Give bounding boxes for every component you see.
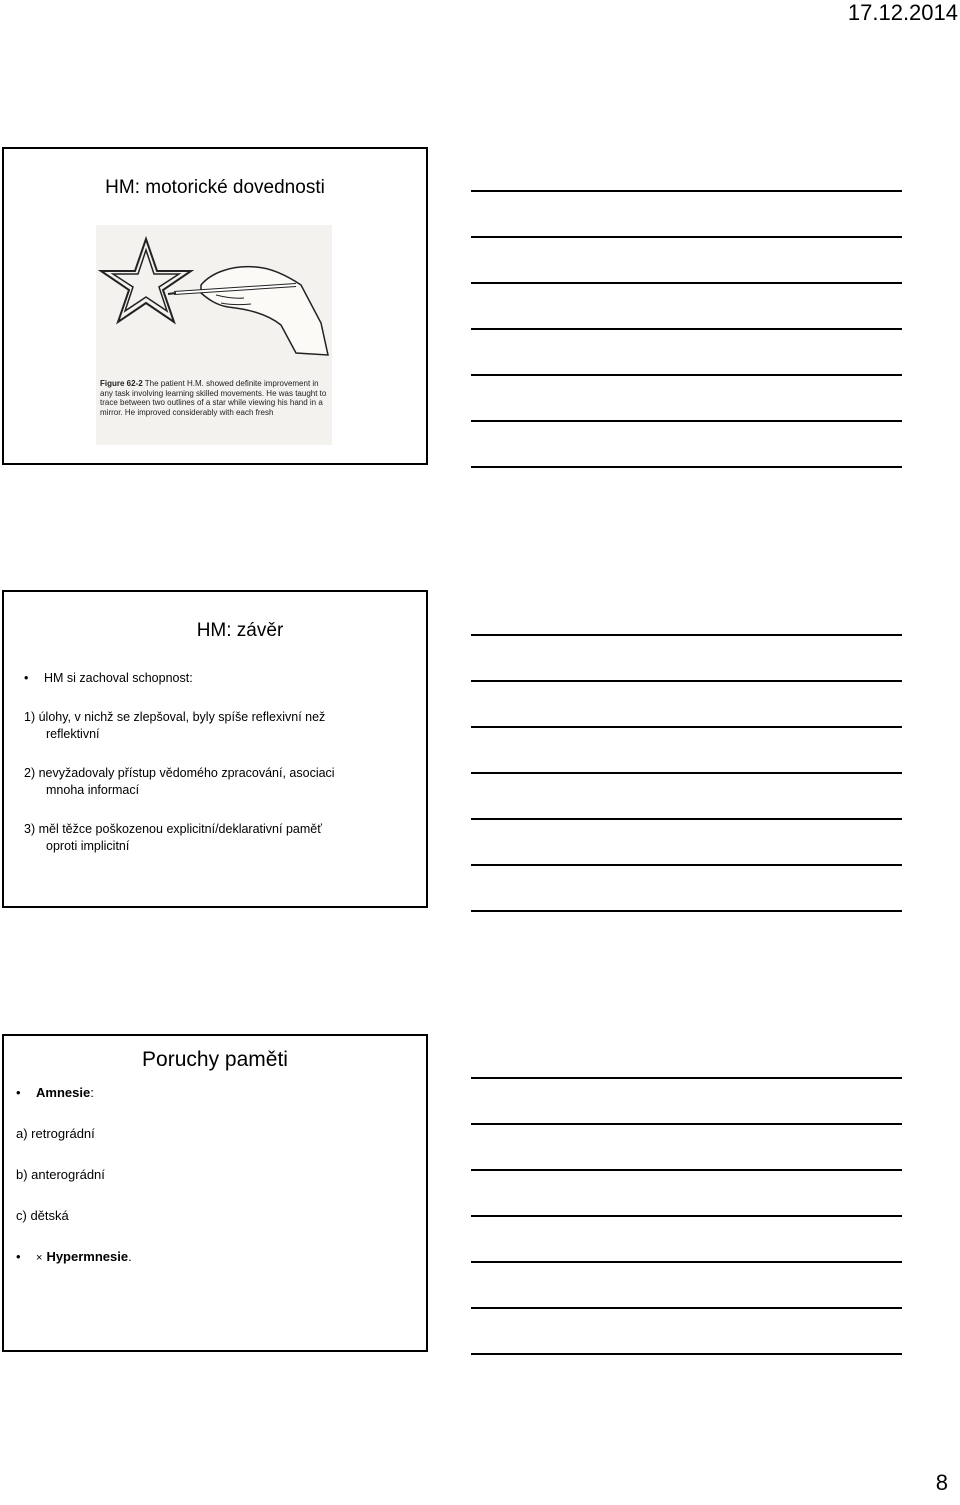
item-1-line-1: 1) úlohy, v nichž se zlepšoval, byly spíše reflexivní než: [24, 710, 326, 724]
amnesia-term: Amnesie: [36, 1085, 91, 1100]
hand-star-drawing: [96, 225, 332, 375]
bullet-icon: •: [24, 671, 29, 685]
note-line: [471, 634, 902, 636]
slide-title: Poruchy paměti: [142, 1048, 288, 1071]
note-line: [471, 1353, 902, 1355]
hypermnesia-period: .: [128, 1249, 132, 1264]
slide-hm-conclusion: [2, 590, 428, 908]
bullet-hypermnesia: [16, 1248, 416, 1267]
slide-memory-disorders: [2, 1034, 428, 1352]
note-line: [471, 190, 902, 192]
item-3-line-2: oproti implicitní: [46, 839, 130, 853]
figure-caption: [100, 379, 328, 417]
bullet-icon: •: [16, 1085, 21, 1100]
page-number: 8: [935, 1470, 948, 1495]
note-line: [471, 910, 902, 912]
note-line: [471, 282, 902, 284]
bullet-icon: •: [16, 1249, 21, 1264]
item-b: b) anterográdní: [16, 1167, 105, 1182]
note-line: [471, 772, 902, 774]
item-1: [24, 709, 414, 726]
item-2-line-1: 2) nevyžadovaly přístup vědomého zpracování, asociaci: [24, 766, 335, 780]
note-line: [471, 466, 902, 468]
note-line: [471, 1169, 902, 1171]
slide-body: [24, 670, 414, 855]
item-a: a) retrográdní: [16, 1126, 95, 1141]
item-3-continued: [24, 838, 414, 855]
caption-text: The patient H.M. showed definite improvement in any task involving learning skilled movements. He was taught to trace between two outlines of a star while viewing his hand in a mirror. He improved considerably with each fresh: [100, 379, 327, 417]
note-line: [471, 864, 902, 866]
note-line: [471, 680, 902, 682]
item-2-continued: [24, 782, 414, 799]
star-tracing-figure: [96, 225, 332, 445]
note-line: [471, 374, 902, 376]
note-line: [471, 328, 902, 330]
item-3-line-1: 3) měl těžce poškozenou explicitní/deklarativní paměť: [24, 822, 322, 836]
bullet-amnesia: [16, 1084, 416, 1101]
note-line: [471, 1123, 902, 1125]
note-line: [471, 1307, 902, 1309]
item-1-continued: [24, 726, 414, 743]
slide-title: HM: závěr: [196, 620, 284, 641]
note-line: [471, 420, 902, 422]
print-date: 17.12.2014: [847, 0, 958, 25]
slide-motor-skills: [2, 147, 428, 465]
item-1-line-2: reflektivní: [46, 727, 100, 741]
item-2-line-2: mnoha informací: [46, 783, 140, 797]
note-line: [471, 1215, 902, 1217]
amnesia-colon: :: [90, 1085, 94, 1100]
cross-icon: ×: [36, 1252, 43, 1264]
note-line: [471, 1077, 902, 1079]
item-3: [24, 821, 414, 838]
note-line: [471, 1261, 902, 1263]
hypermnesia-term: Hypermnesie: [46, 1249, 129, 1264]
item-c: c) dětská: [16, 1208, 69, 1223]
note-line: [471, 236, 902, 238]
bullet-text: HM si zachoval schopnost:: [44, 671, 193, 685]
item-2: [24, 765, 414, 782]
caption-label: Figure 62-2: [100, 379, 143, 388]
slide-body: [16, 1084, 416, 1267]
bullet-item: [24, 670, 414, 687]
note-line: [471, 726, 902, 728]
note-line: [471, 818, 902, 820]
slide-title: HM: motorické dovednosti: [105, 177, 325, 198]
